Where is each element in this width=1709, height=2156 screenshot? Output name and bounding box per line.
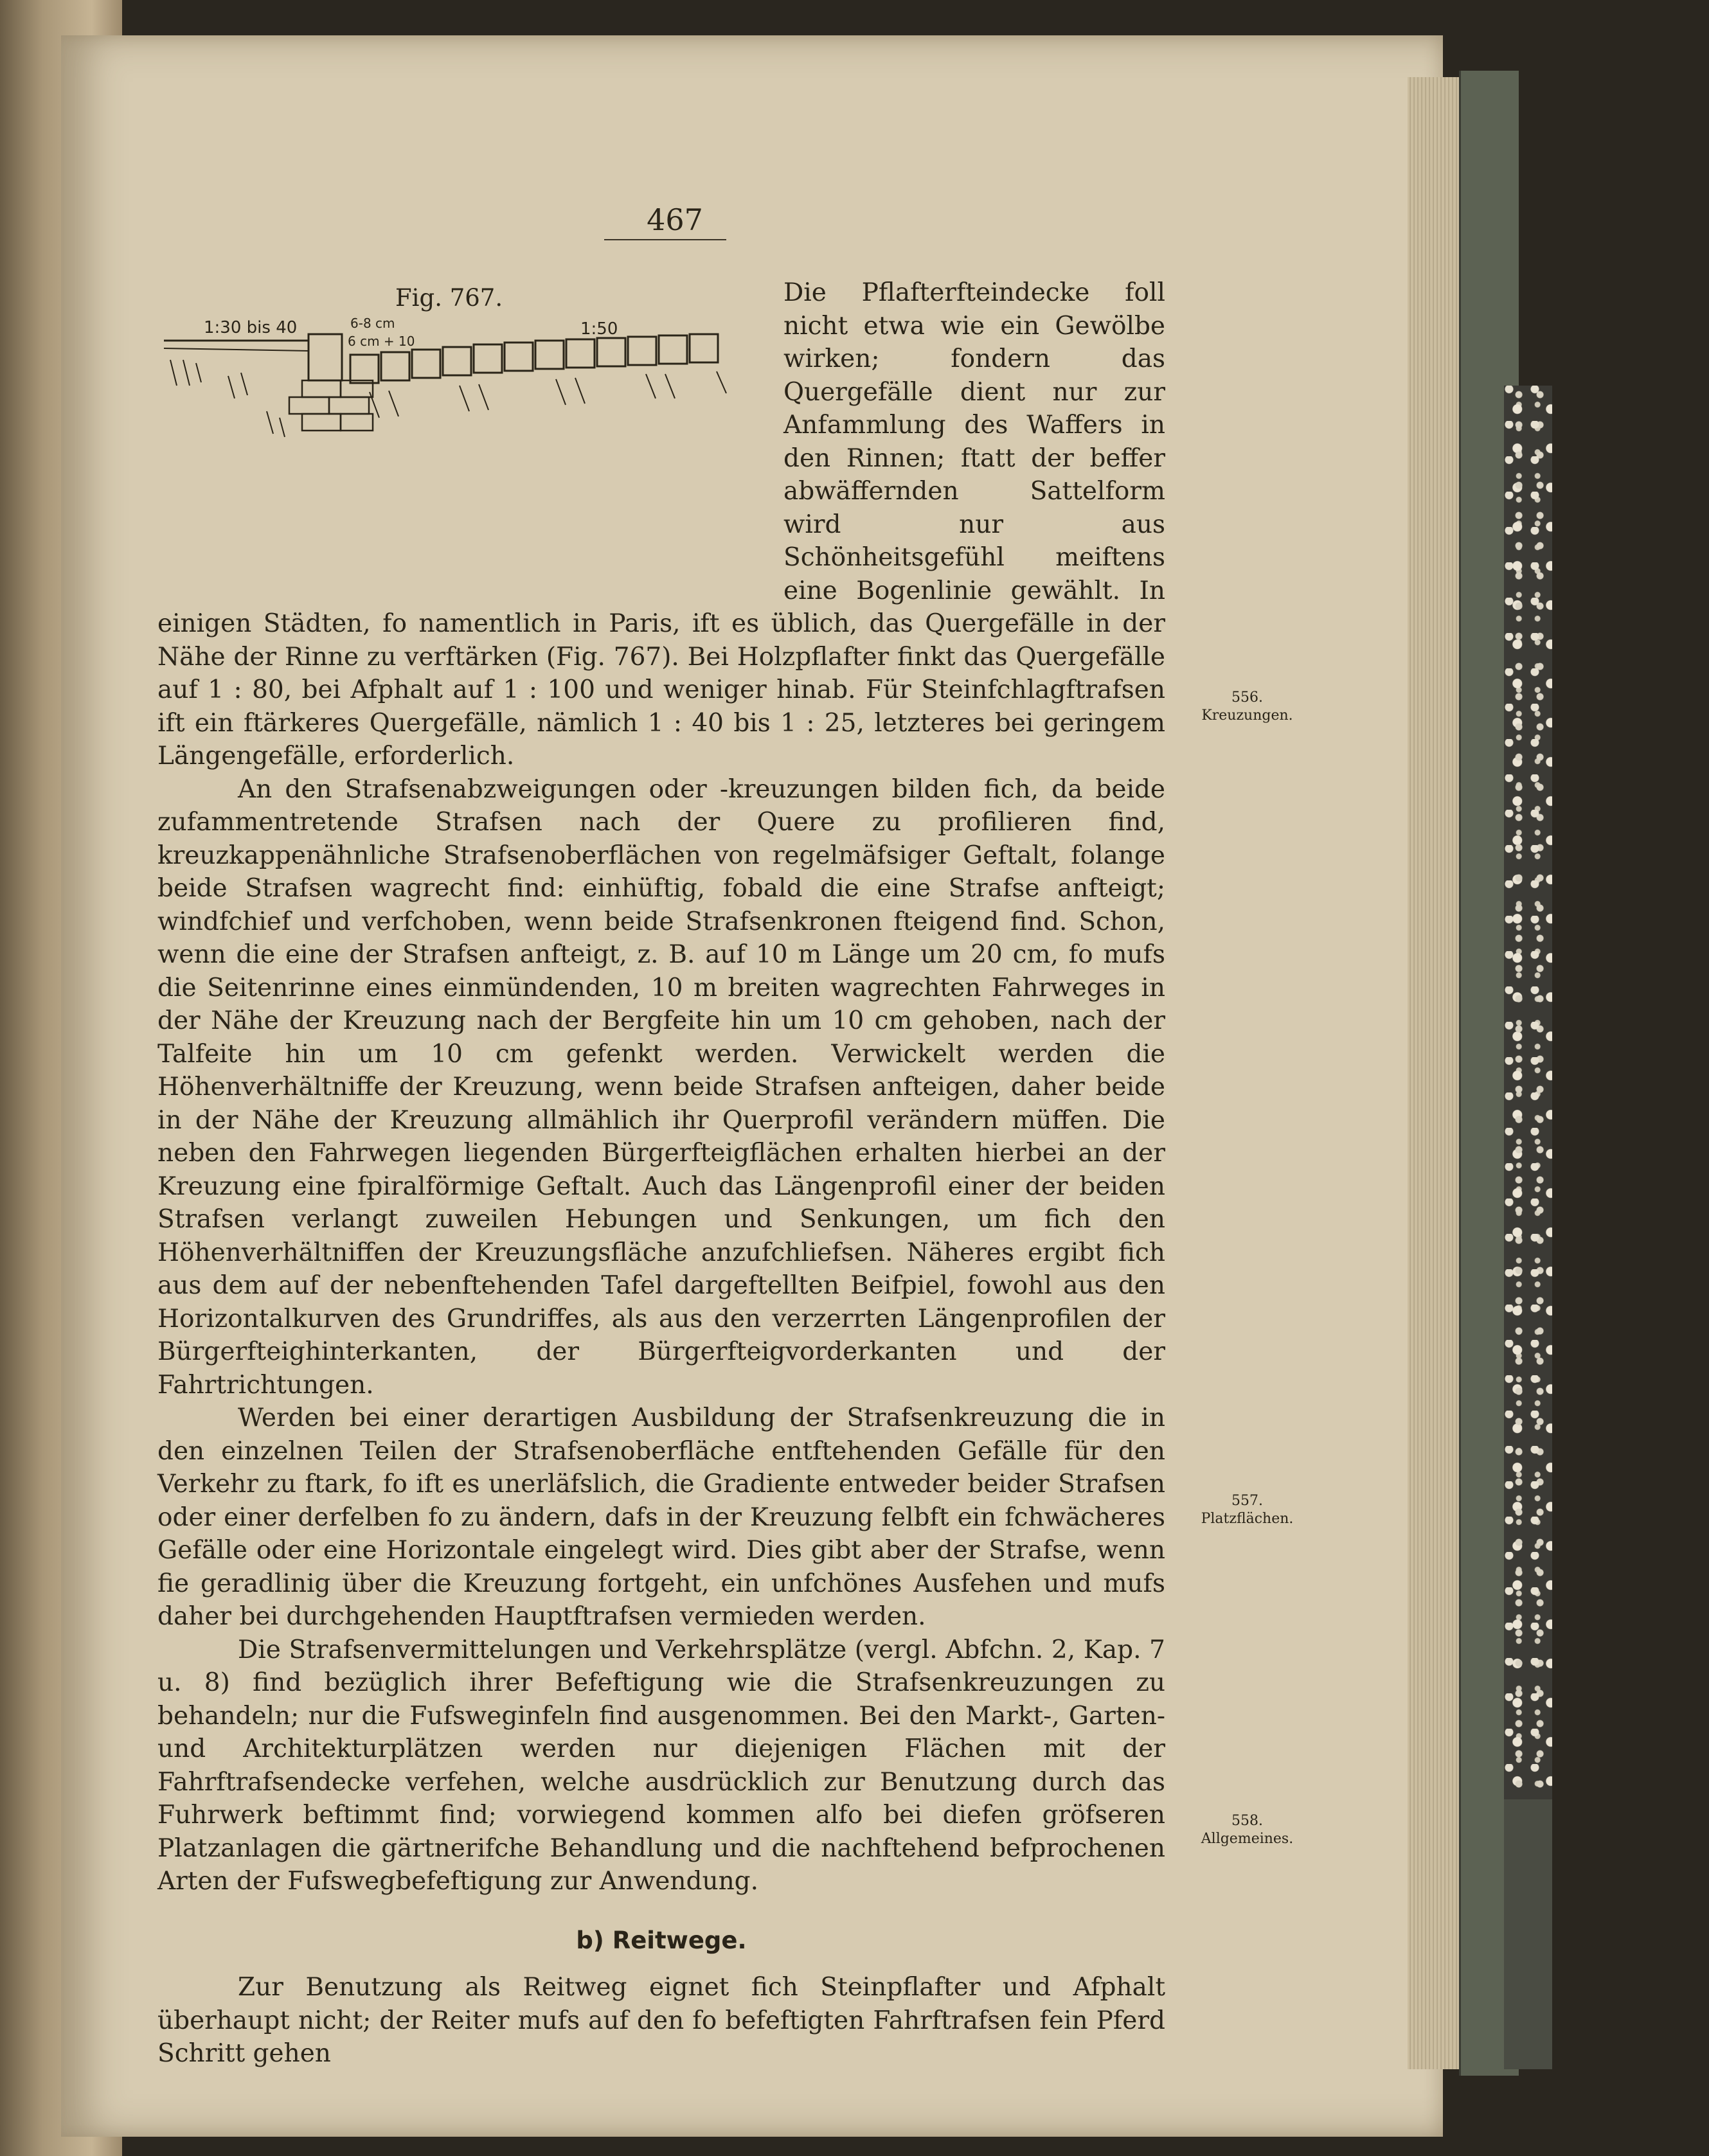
figure-767 bbox=[157, 276, 756, 577]
paragraph-2: An den Strafsenabzweigungen oder -kreuzungen bilden fich, da beide zufammentretende Strafsen nach der Quere zu profilieren find, kreuzkappenähnliche Strafsenoberflächen von regelmäfsiger Geftalt, folange beide Strafsen wagrecht find: einhüftig, fobald die eine Strafse anfteigt; windfchief und verfchoben, wenn beide Strafsenkronen fteigend find. Schon, wenn die eine der Strafsen anfteigt, z. B. auf 10 m Länge um 20 cm, fo mufs die Seitenrinne eines einmündenden, 10 m breiten wagrechten Fahrweges in der Nähe der Kreuzung nach der Bergfeite hin um 10 cm gehoben, nach der Talfeite hin um 10 cm gefenkt werden. Verwickelt werden die Höhenverhältniffe der Kreuzung, wenn beide Strafsen anfteigen, daher beide in der Nähe der Kreuzung allmählich ihr Querprofil verändern müffen. Die neben den Fahrwegen liegenden Bürgerfteigflächen erhalten hierbei an der Kreuzung eine fpiralförmige Geftalt. Auch das Längenprofil einer der beiden Strafsen verlangt zuweilen Hebungen und Senkungen, um fich den Höhenverhältniffen der Kreuzungsfläche anzufchliefsen. Näheres ergibt fich aus dem auf der nebenftehenden Tafel dargeftellten Beifpiel, fowohl aus den Horizontalkurven des Grundriffes, als aus den verzerrten Längenprofilen der Bürgerfteighinterkanten, der Bürgerfteigvorderkanten und der Fahrtrichtungen. bbox=[157, 774, 1165, 1400]
margin-note-number: 558. bbox=[1231, 1813, 1263, 1829]
margin-note-label: Kreuzungen. bbox=[1201, 708, 1293, 724]
paragraph-4: Die Strafsenvermittelungen und Verkehrsplätze (vergl. Abfchn. 2, Kap. 7 u. 8) find bezüglich ihrer Befeftigung wie die Strafsenkreuzungen zu behandeln; nur die Fufsweginfeln find ausgenommen. Bei den Markt-, Garten- und Architekturplätzen werden nur diejenigen Flächen mit der Fahrftrafsendecke verfehen, welche ausdrücklich zur Benutzung durch das Fuhrwerk beftimmt find; vorwiegend kommen alfo bei diefen gröfseren Platzanlagen die gärtnerifche Behandlung und die nachftehend befprochenen Arten der Fufswegbefeftigung zur Anwendung. bbox=[157, 1635, 1165, 1896]
margin-note-number: 557. bbox=[1231, 1493, 1263, 1509]
paragraph-5: Zur Benutzung als Reitweg eignet fich Steinpflafter und Afphalt überhaupt nicht; der Reiter mufs auf den fo befeftigten Fahrftrafsen fein Pferd Schritt gehen bbox=[157, 1973, 1165, 2068]
margin-note-label: Allgemeines. bbox=[1201, 1831, 1294, 1847]
page-number: 467 bbox=[647, 202, 703, 237]
dimension-label-bottom: 6 cm + 10 bbox=[348, 334, 415, 349]
figure-caption: Fig. 767. bbox=[395, 284, 503, 312]
margin-note-label: Platzflächen. bbox=[1201, 1511, 1294, 1527]
paragraph-3: Werden bei einer derartigen Ausbildung der Strafsenkreuzung die in den einzelnen Teilen der Strafsenoberfläche entftehenden Gefälle für den Verkehr zu ftark, fo ift es unerläfslich, die Gradiente entweder beider Strafsen oder einer derfelben fo zu ändern, dafs in der Kreuzung felbft ein fchwächeres Gefälle oder eine Horizontale eingelegt wird. Dies gibt aber der Strafse, wenn fie geradlinig über die Kreuzung fortgeht, ein unfchönes Ausfehen und mufs daher bei durchgehenden Hauptftrafsen vermieden werden. bbox=[157, 1403, 1165, 1631]
slope-label-right: 1:50 bbox=[580, 319, 618, 339]
body-text bbox=[157, 276, 1165, 2071]
page-stack-edges bbox=[1408, 77, 1459, 2069]
cover-bottom bbox=[1504, 1799, 1552, 2069]
paragraph-1: Die Pflafterfteindecke foll nicht etwa wie ein Gewölbe wirken; fondern das Quergefälle dient nur zur Anfammlung des Waffers in den Rinnen; ftatt der beffer abwäffernden Sattelform wird nur aus Schönheitsgefühl meiftens eine Bogenlinie gewählt. In einigen Städten, fo namentlich in Paris, ift es üblich, das Quergefälle in der Nähe der Rinne zu verftärken (Fig. 767). Bei Holzpflafter finkt das Quergefälle auf 1 : 80, bei Afphalt auf 1 : 100 und weniger hinab. Für Steinfchlagftrafsen ift ein ftärkeres Quergefälle, nämlich 1 : 40 bis 1 : 25, letzteres bei geringem Längengefälle, erforderlich. bbox=[157, 278, 1165, 771]
road-cross-section-diagram bbox=[157, 315, 756, 546]
dimension-label-top: 6-8 cm bbox=[350, 316, 395, 331]
slope-label-left: 1:30 bis 40 bbox=[204, 318, 298, 337]
page-number-rule bbox=[604, 239, 726, 240]
margin-note-558 bbox=[1194, 1812, 1300, 1848]
margin-note-556 bbox=[1194, 689, 1300, 725]
marbled-cover bbox=[1504, 386, 1552, 1928]
section-heading: b) Reitwege. bbox=[576, 1926, 747, 1954]
margin-note-557 bbox=[1194, 1492, 1300, 1528]
margin-note-number: 556. bbox=[1231, 690, 1263, 706]
